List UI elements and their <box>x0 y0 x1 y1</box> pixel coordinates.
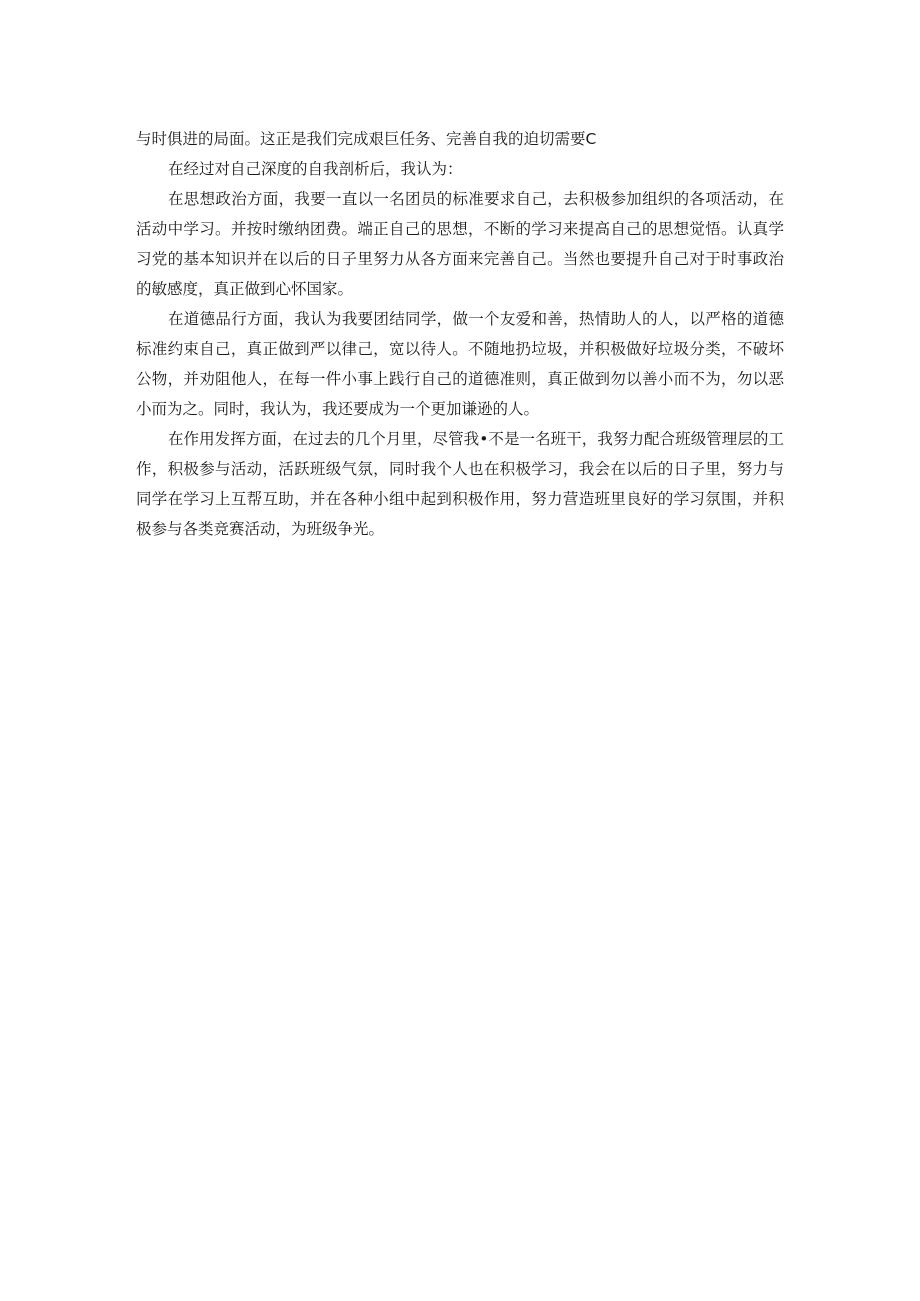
paragraph-role: 在作用发挥方面，在过去的几个月里，尽管我•不是一名班干，我努力配合班级管理层的工作，积极参与活动，活跃班级气氛，同时我个人也在积极学习，我会在以后的日子里，努力与同学在学习上互帮互助，并在各种小组中起到积极作用，努力营造班里良好的学习氛围，并积极参与各类竞赛活动，为班级争光。 <box>136 430 784 538</box>
paragraph-moral: 在道德品行方面，我认为我要团结同学，做一个友爱和善，热情助人的人，以严格的道德标准约束自己，真正做到严以律己，宽以待人。不随地扔垃圾，并积极做好垃圾分类，不破坏公物，并劝阻他人，在每一件小事上践行自己的道德准则，真正做到勿以善小而不为，勿以恶小而为之。同时，我认为，我还要成为一个更加谦逊的人。 <box>136 310 784 418</box>
document-body <box>136 124 784 544</box>
paragraph-intro: 在经过对自己深度的自我剖析后，我认为： <box>168 160 463 178</box>
paragraph-continuation: 与时俱进的局面。这正是我们完成艰巨任务、完善自我的迫切需要C <box>136 130 597 148</box>
paragraph-political: 在思想政治方面，我要一直以一名团员的标准要求自己，去积极参加组织的各项活动，在活动中学习。并按时缴纳团费。端正自己的思想，不断的学习来提高自己的思想觉悟。认真学习党的基本知识并在以后的日子里努力从各方面来完善自己。当然也要提升自己对于时事政治的敏感度，真正做到心怀国家。 <box>136 190 784 298</box>
